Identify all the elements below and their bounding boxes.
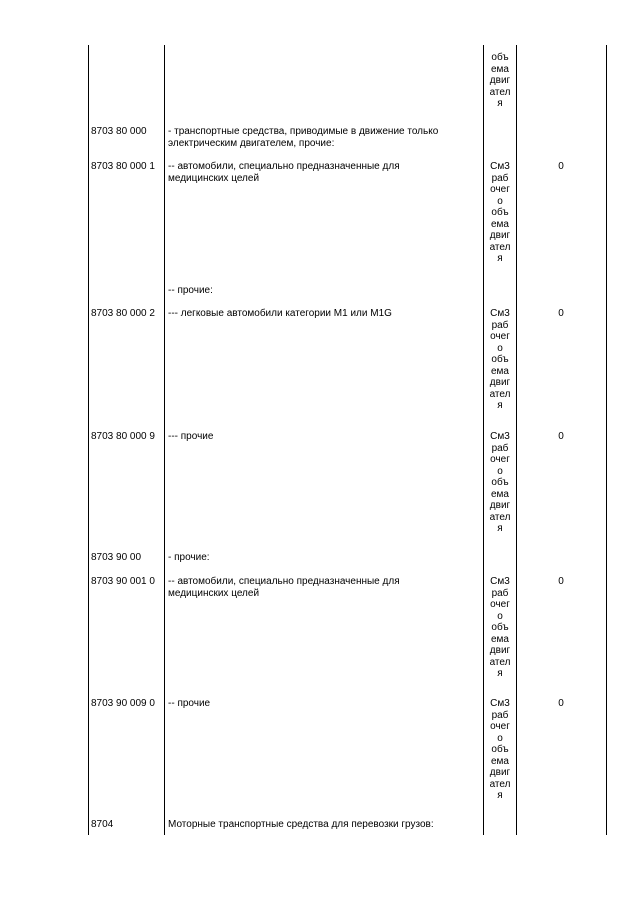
table-cell-description: Моторные транспортные средства для перевозки грузов:	[168, 819, 434, 830]
table-cell-rate: 0	[558, 308, 564, 319]
table-cell-code: 8704	[91, 819, 114, 830]
column-divider	[606, 45, 607, 835]
column-divider	[88, 45, 89, 835]
table-cell-unit: См3 раб очег о объ ема двиг ател я	[489, 698, 511, 801]
table-cell-description: -- прочие:	[168, 285, 213, 296]
table-cell-code: 8703 80 000 1	[91, 161, 155, 172]
table-cell-unit: См3 раб очег о объ ема двиг ател я	[489, 576, 511, 679]
table-cell-description: --- прочие	[168, 431, 214, 442]
table-cell-rate: 0	[558, 576, 564, 587]
table-cell-code: 8703 90 001 0	[91, 576, 155, 587]
column-divider	[483, 45, 484, 835]
table-cell-unit: объ ема двиг ател я	[489, 52, 511, 109]
table-cell-description: -- прочие	[168, 698, 211, 709]
table-cell-rate: 0	[558, 161, 564, 172]
table-cell-description: - прочие:	[168, 552, 210, 563]
table-cell-code: 8703 80 000 9	[91, 431, 155, 442]
table-cell-unit: См3 раб очег о объ ема двиг ател я	[489, 431, 511, 534]
table-cell-description: -- автомобили, специально предназначенные для медицинских целей	[168, 161, 400, 184]
table-cell-code: 8703 90 00	[91, 552, 142, 563]
table-cell-description: -- автомобили, специально предназначенные для медицинских целей	[168, 576, 400, 599]
table-cell-description: --- легковые автомобили категории М1 или M1G	[168, 308, 392, 319]
table-cell-rate: 0	[558, 431, 564, 442]
column-divider	[164, 45, 165, 835]
table-cell-unit: См3 раб очег о объ ема двиг ател я	[489, 161, 511, 264]
table-cell-code: 8703 80 000	[91, 126, 147, 137]
table-cell-code: 8703 80 000 2	[91, 308, 155, 319]
table-cell-rate: 0	[558, 698, 564, 709]
table-cell-description: - транспортные средства, приводимые в движение только электрическим двигателем, прочие:	[168, 126, 439, 149]
column-divider	[516, 45, 517, 835]
table-cell-unit: См3 раб очег о объ ема двиг ател я	[489, 308, 511, 411]
table-cell-code: 8703 90 009 0	[91, 698, 155, 709]
